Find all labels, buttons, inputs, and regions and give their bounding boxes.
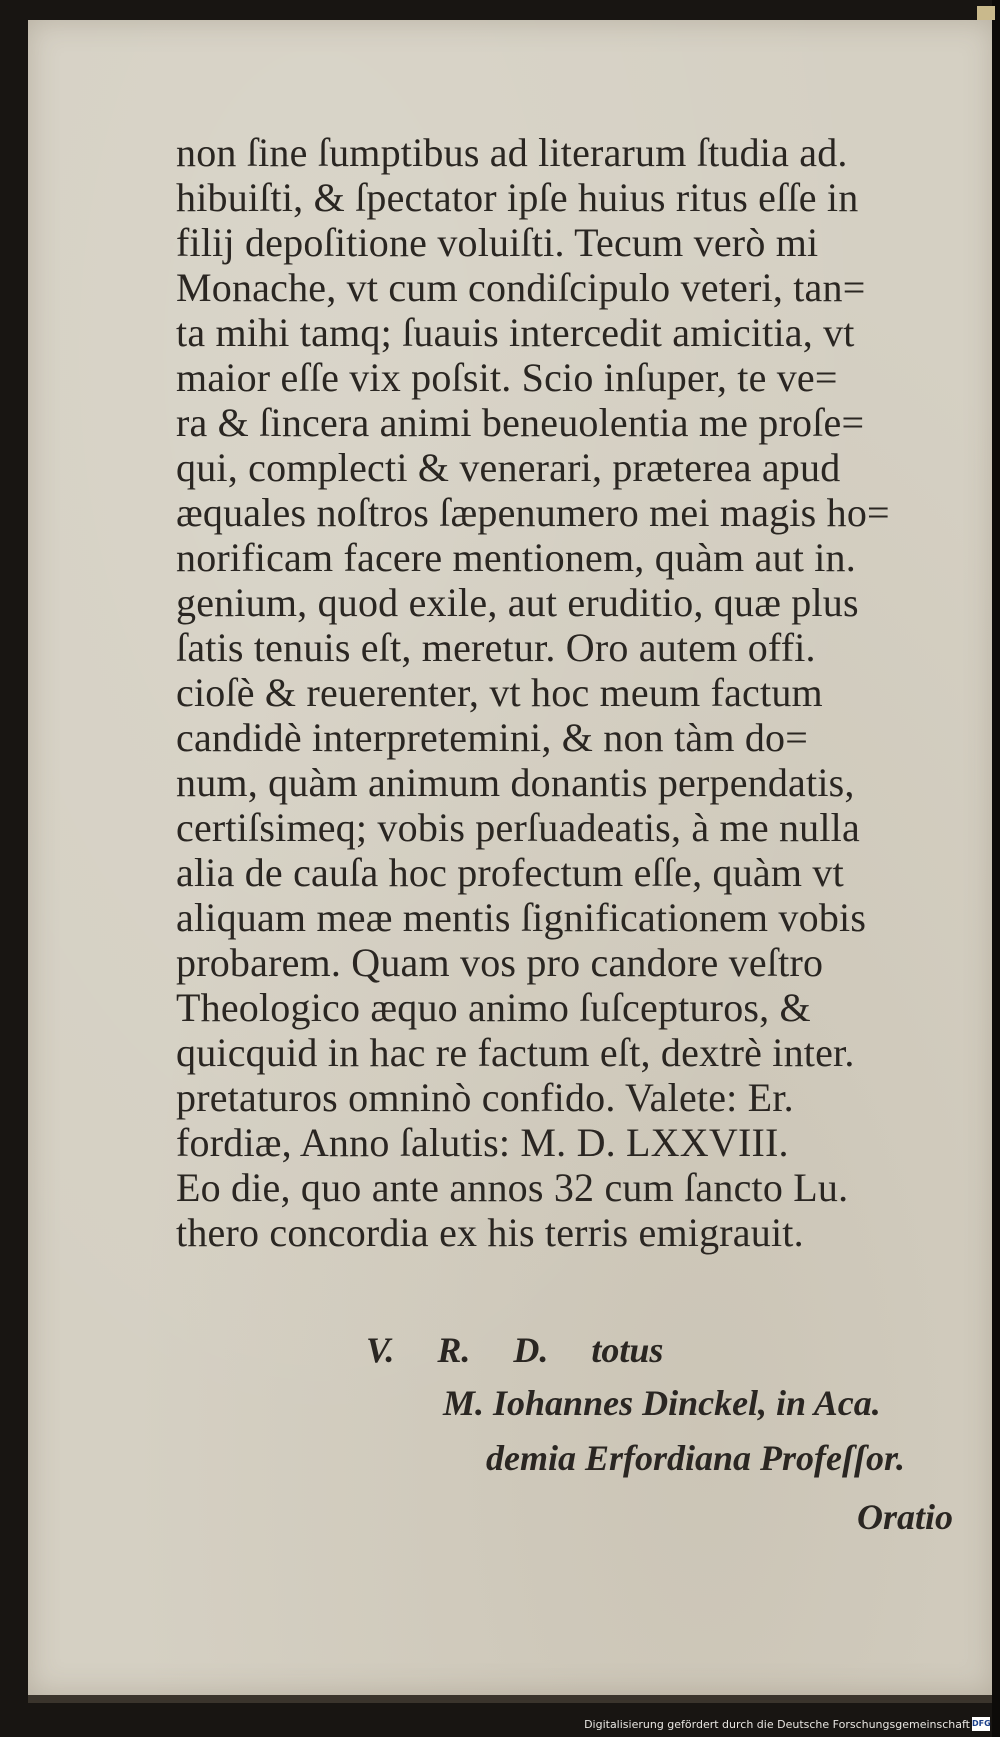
text-line: ſatis tenuis eſt, meretur. Oro autem offi. [176, 625, 816, 670]
scan-border-right [992, 0, 1000, 1737]
text-line: filij depoſitione voluiſti. Tecum verò mi [176, 220, 819, 265]
text-line: qui, complecti & venerari, præterea apud [176, 445, 841, 490]
text-line: Monache, vt cum condiſcipulo veteri, tan= [176, 265, 866, 310]
text-line: num, quàm animum donantis perpendatis, [176, 760, 855, 805]
page-bottom-edge [28, 1695, 995, 1703]
text-line: fordiæ, Anno ſalutis: M. D. LXXVIII. [176, 1120, 789, 1165]
text-line: æquales noſtros ſæpenumero mei magis ho= [176, 490, 890, 535]
text-line: maior eſſe vix poſsit. Scio inſuper, te ve= [176, 355, 838, 400]
text-line: hibuiſti, & ſpectator ipſe huius ritus eſſe in [176, 175, 859, 220]
text-line: candidè interpretemini, & non tàm do= [176, 715, 809, 760]
digitization-credit: Digitalisierung gefördert durch die Deutsche Forschungsgemeinschaft [584, 1718, 970, 1731]
dfg-logo: DFG [972, 1717, 990, 1731]
text-line: non ſine ſumptibus ad literarum ſtudia ad. [176, 130, 848, 175]
text-line: quicquid in hac re factum eſt, dextrè inter. [176, 1030, 855, 1075]
color-calibration-mark [977, 6, 995, 20]
body-text [176, 130, 976, 1255]
signature-salutation: V. R. D. totus [366, 1330, 664, 1370]
text-line: thero concordia ex his terris emigrauit. [176, 1210, 804, 1255]
catchword: Oratio [857, 1497, 954, 1537]
text-line: alia de cauſa hoc profectum eſſe, quàm vt [176, 850, 844, 895]
text-line: ra & ſincera animi beneuolentia me proſe= [176, 400, 865, 445]
signature-affiliation: demia Erfordiana Profeſſor. [486, 1438, 905, 1478]
text-line: ta mihi tamq; ſuauis intercedit amicitia, vt [176, 310, 855, 355]
signature-author: M. Iohannes Dinckel, in Aca. [443, 1383, 881, 1423]
text-line: genium, quod exile, aut eruditio, quæ plus [176, 580, 859, 625]
text-line: norificam facere mentionem, quàm aut in. [176, 535, 856, 580]
text-line: Eo die, quo ante annos 32 cum ſancto Lu. [176, 1165, 849, 1210]
text-line: aliquam meæ mentis ſignificationem vobis [176, 895, 867, 940]
text-line: pretaturos omninò confido. Valete: Er. [176, 1075, 794, 1120]
text-line: Theologico æquo animo ſuſcepturos, & [176, 985, 811, 1030]
text-line: probarem. Quam vos pro candore veſtro [176, 940, 824, 985]
text-line: cioſè & reuerenter, vt hoc meum factum [176, 670, 823, 715]
text-line: certiſsimeq; vobis perſuadeatis, à me nulla [176, 805, 860, 850]
